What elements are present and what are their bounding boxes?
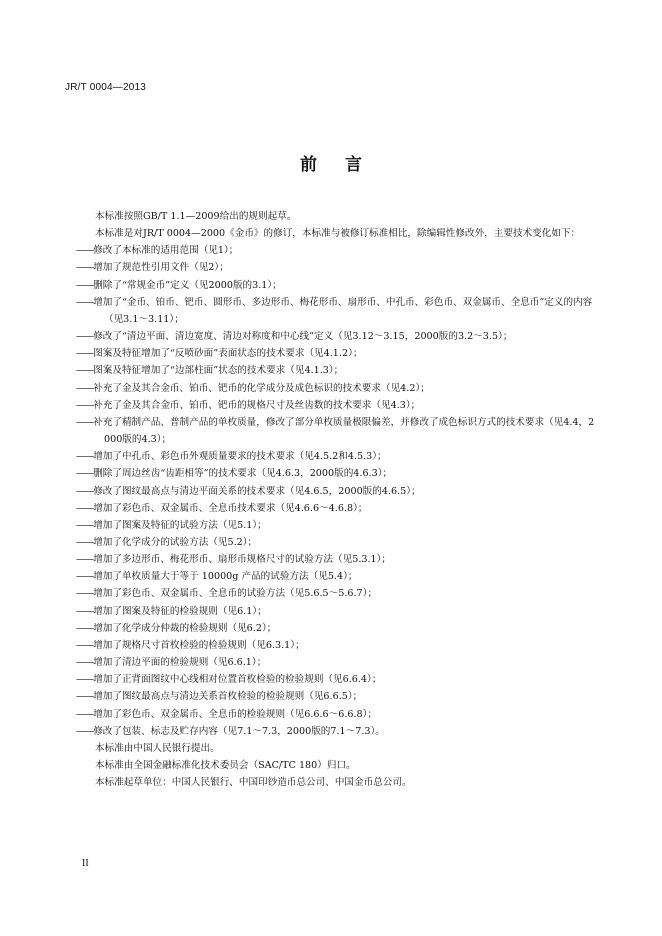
change-item: ——修改了包装、标志及贮存内容（见7.1～7.3，2000版的7.1～7.3）。 xyxy=(76,725,385,737)
change-item: ——删除了周边丝齿“齿距相等”的技术要求（见4.6.3，2000版的4.6.3）； xyxy=(76,468,393,480)
change-item: ——增加了化学成分仲裁的检验规则（见6.2）； xyxy=(76,622,277,634)
change-item: ——增加了中孔币、彩色币外观质量要求的技术要求（见4.5.2和4.5.3）； xyxy=(76,451,387,463)
intro-paragraph: 本标准按照GB/T 1.1—2009给出的规则起草。 xyxy=(95,211,297,222)
change-item: ——增加了多边形币、梅花形币、扇形币规格尺寸的试验方法（见5.3.1）； xyxy=(76,554,392,566)
change-item: ——增加了单枚质量大于等于 10000g 产品的试验方法（见5.4）； xyxy=(76,571,358,583)
dash: —— xyxy=(76,571,94,583)
dash: —— xyxy=(76,485,94,497)
change-item: ——增加了图案及特征的试验方法（见5.1）； xyxy=(76,519,267,531)
closing-paragraph: 本标准由中国人民银行提出。 xyxy=(95,742,220,754)
dash: —— xyxy=(76,536,94,548)
dash: —— xyxy=(76,382,94,394)
dash: —— xyxy=(76,365,94,377)
change-item: ——修改了图纹最高点与清边平面关系的技术要求（见4.6.5，2000版的4.6.5）； xyxy=(76,485,421,497)
change-item: ——增加了规范性引用文件（见2）； xyxy=(76,262,229,274)
dash: —— xyxy=(76,468,94,480)
dash: —— xyxy=(76,605,94,617)
change-item: ——增加了“金币、铂币、钯币、圆形币、多边形币、梅花形币、扇形币、中孔币、彩色币、双金属币、全息币”定义的内容（见3.1～3.11）； xyxy=(76,296,593,325)
dash: —— xyxy=(76,451,94,463)
change-item: ——增加了正背面图纹中心线相对位置首枚检验的检验规则（见6.6.4）； xyxy=(76,674,382,686)
standard-code: JR/T 0004—2013 xyxy=(65,82,146,93)
change-item: ——增加了图纹最高点与清边关系首枚检验的检验规则（见6.6.5）； xyxy=(76,691,363,703)
dash: —— xyxy=(76,399,94,411)
change-item: ——增加了图案及特征的检验规则（见6.1）； xyxy=(76,605,267,617)
dash: —— xyxy=(76,416,94,428)
dash: —— xyxy=(76,331,94,343)
page-title xyxy=(0,150,662,175)
change-item: ——修改了“清边平面、清边宽度、清边对称度和中心线”定义（见3.12～3.15，2000版的3.2～3.5）； xyxy=(76,331,513,343)
change-item: ——增加了彩色币、双金属币、全息币的检验规则（见6.6.6～6.6.8）； xyxy=(76,708,378,720)
dash: —— xyxy=(76,639,94,651)
closing-paragraph: 本标准起草单位：中国人民银行、中国印钞造币总公司、中国金币总公司。 xyxy=(95,777,412,789)
change-item: ——图案及特征增加了“反喷砂面”表面状态的技术要求（见4.1.2）； xyxy=(76,348,363,360)
title-char-1: 前 xyxy=(300,155,317,175)
title-char-2: 言 xyxy=(345,155,362,175)
dash: —— xyxy=(76,262,94,274)
change-list xyxy=(76,242,600,740)
change-item: ——补充了精制产品、普制产品的单枚质量，修改了部分单枚质量极限偏差，并修改了成色标识方式的技术要求（见4.4，2000版的4.3）； xyxy=(76,416,595,446)
change-item: ——增加了清边平面的检验规则（见6.6.1）； xyxy=(76,657,267,669)
dash: —— xyxy=(76,588,94,600)
dash: —— xyxy=(76,279,94,291)
dash: —— xyxy=(76,245,94,257)
dash: —— xyxy=(76,554,94,566)
change-item: ——增加了彩色币、双金属币、全息币技术要求（见4.6.6～4.6.8）； xyxy=(76,502,368,514)
intro-paragraph: 本标准是对JR/T 0004—2000《金币》的修订，本标准与被修订标准相比，除编辑性修改外，主要技术变化如下： xyxy=(95,228,581,240)
change-item: ——增加了规格尺寸首枚检验的检验规则（见6.3.1）； xyxy=(76,639,305,651)
change-item: ——修改了本标准的适用范围（见1）； xyxy=(76,245,239,257)
dash: —— xyxy=(76,348,94,360)
foreword-body xyxy=(76,208,600,791)
dash: —— xyxy=(76,725,94,737)
dash: —— xyxy=(76,657,94,669)
dash: —— xyxy=(76,519,94,531)
dash: —— xyxy=(76,708,94,720)
change-item: ——补充了金及其合金币、铂币、钯币的规格尺寸及丝齿数的技术要求（见4.3）； xyxy=(76,399,421,411)
dash: —— xyxy=(76,674,94,686)
change-item: ——删除了“常规金币”定义（见2000版的3.1）； xyxy=(76,279,282,291)
change-item: ——补充了金及其合金币、铂币、钯币的化学成分及成色标识的技术要求（见4.2）； xyxy=(76,382,430,394)
page-number: II xyxy=(82,858,89,869)
dash: —— xyxy=(76,622,94,634)
dash: —— xyxy=(76,502,94,514)
change-item: ——增加了彩色币、双金属币、全息币的试验方法（见5.6.5～5.6.7）； xyxy=(76,588,378,600)
closing-paragraph: 本标准由全国金融标准化技术委员会（SAC/TC 180）归口。 xyxy=(95,760,356,771)
change-item: ——增加了化学成分的试验方法（见5.2）； xyxy=(76,536,258,548)
change-item: ——图案及特征增加了“边部柱面”状态的技术要求（见4.1.3）； xyxy=(76,365,344,377)
dash: —— xyxy=(76,296,94,308)
dash: —— xyxy=(76,691,94,703)
